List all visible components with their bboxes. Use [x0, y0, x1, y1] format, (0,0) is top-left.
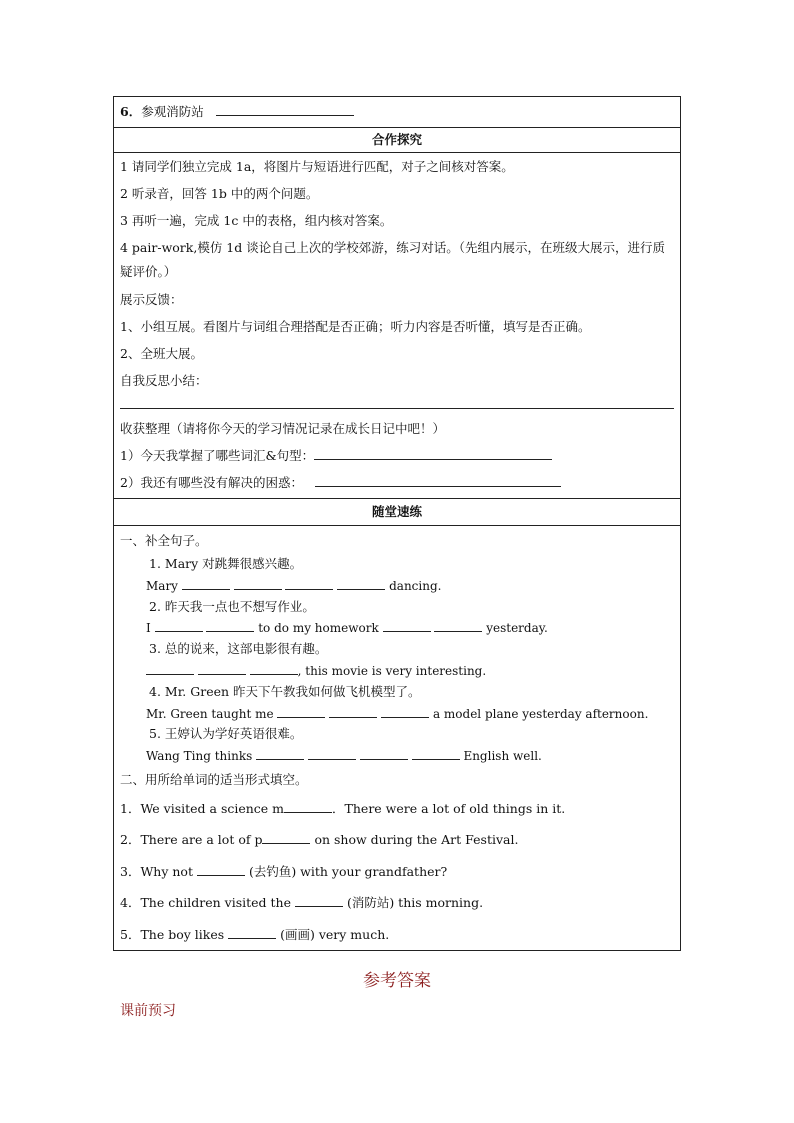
harvest-heading: 收获整理（请将你今天的学习情况记录在成长日记中吧！） [120, 421, 446, 436]
s1-en [120, 575, 674, 597]
q5-post: (画画) very much. [276, 926, 390, 942]
q4 [120, 887, 674, 919]
coop-line-4: 4 pair-work,模仿 1d 谈论自己上次的学校郊游，练习对话。（先组内展示，在班级大展示，进行质疑评价。） [120, 240, 665, 279]
s3-blank-3[interactable] [250, 660, 298, 675]
s4-blank-3[interactable] [381, 703, 429, 718]
s4-cn: 4. Mr. Green 昨天下午教我如何做飞机模型了。 [149, 683, 421, 699]
harvest-q2-label: 2）我还有哪些没有解决的困惑： [120, 475, 303, 490]
reflection-line[interactable] [120, 398, 674, 409]
s2-blank-4[interactable] [434, 617, 482, 632]
s4-pre: Mr. Green taught me [146, 706, 274, 721]
coop-heading: 合作探究 [114, 128, 681, 153]
s5-blank-1[interactable] [256, 745, 304, 760]
s4-blank-1[interactable] [277, 703, 325, 718]
coop-line-3: 3 再听一遍，完成 1c 中的表格，组内核对答案。 [120, 213, 393, 228]
s4-post: a model plane yesterday afternoon. [432, 706, 649, 721]
s2-cn: 2. 昨天我一点也不想写作业。 [149, 598, 315, 614]
q5-blank[interactable] [228, 924, 276, 939]
coop-line-7: 2、全班大展。 [120, 346, 203, 361]
s5-cn: 5. 王婷认为学好英语很难。 [149, 726, 303, 742]
s1-cn: 1. Mary 对跳舞很感兴趣。 [149, 556, 303, 571]
q4-pre: 4．The children visited the [120, 895, 295, 911]
s4-en [120, 703, 674, 725]
s5-pre: Wang Ting thinks [146, 749, 253, 764]
preview-heading: 课前预习 [120, 1003, 176, 1019]
q5 [120, 919, 674, 951]
q1-pre: 1．We visited a science m [120, 800, 285, 816]
q2-post: on show during the Art Festival. [310, 832, 519, 848]
q3 [120, 856, 674, 888]
q1-blank[interactable] [284, 798, 332, 813]
task6-number: 6． [120, 104, 142, 119]
q1-post: ．There were a lot of old things in it. [332, 800, 566, 816]
worksheet-table [113, 96, 681, 951]
s4-blank-2[interactable] [329, 703, 377, 718]
answer-key-title: 参考答案 [363, 971, 431, 991]
coop-line-5: 展示反馈： [120, 292, 183, 307]
coop-line-1: 1 请同学们独立完成 1a，将图片与短语进行匹配，对子之间核对答案。 [120, 159, 514, 174]
drill-part1: 一、补全句子。 [120, 533, 208, 548]
s5-blank-3[interactable] [360, 745, 408, 760]
q1 [120, 793, 674, 825]
s2-blank-3[interactable] [383, 617, 431, 632]
drill-heading: 随堂速练 [114, 499, 681, 526]
s2-pre: I [146, 621, 151, 636]
drill-body [114, 526, 681, 951]
s3-post: , this movie is very interesting. [297, 663, 487, 678]
worksheet [113, 96, 679, 951]
s3-blank-1[interactable] [146, 660, 194, 675]
s2-post: yesterday. [486, 621, 548, 636]
harvest-q1-label: 1）今天我掌握了哪些词汇&句型： [120, 448, 315, 463]
q4-post: (消防站) this morning. [342, 895, 484, 911]
s5-en [120, 745, 674, 767]
s1-blank-2[interactable] [234, 575, 282, 590]
coop-body [114, 153, 681, 499]
s3-cn: 3. 总的说来，这部电影很有趣。 [149, 641, 328, 657]
s2-en [120, 617, 674, 639]
task6-label: 参观消防站 [141, 104, 204, 119]
s2-blank-2[interactable] [206, 617, 254, 632]
harvest-q2-blank[interactable] [315, 472, 561, 487]
q3-blank[interactable] [197, 861, 245, 876]
coop-line-2: 2 听录音，回答 1b 中的两个问题。 [120, 186, 319, 201]
s1-pre: Mary [146, 578, 178, 593]
s5-blank-2[interactable] [308, 745, 356, 760]
coop-line-6: 1、小组互展。看图片与词组合理搭配是否正确；听力内容是否听懂，填写是否正确。 [120, 319, 591, 334]
s2-blank-1[interactable] [155, 617, 203, 632]
s3-blank-2[interactable] [198, 660, 246, 675]
task6-blank[interactable] [216, 101, 354, 116]
q3-post: (去钓鱼) with your grandfather? [244, 863, 448, 879]
s3-en [120, 660, 674, 682]
q2 [120, 824, 674, 856]
s5-post: English well. [463, 749, 542, 764]
harvest-q1 [120, 442, 674, 469]
s5-blank-4[interactable] [412, 745, 460, 760]
s2-mid: to do my homework [258, 621, 379, 636]
coop-line-8: 自我反思小结： [120, 373, 208, 388]
q2-blank[interactable] [262, 829, 310, 844]
task6-row [114, 97, 681, 128]
q2-pre: 2．There are a lot of p [120, 832, 263, 848]
s1-post: dancing. [389, 578, 442, 593]
s1-blank-4[interactable] [337, 575, 385, 590]
s1-blank-3[interactable] [285, 575, 333, 590]
harvest-q2 [120, 469, 674, 496]
drill-part2: 二、用所给单词的适当形式填空。 [120, 771, 308, 787]
q4-blank[interactable] [295, 892, 343, 907]
harvest-q1-blank[interactable] [314, 445, 552, 460]
s1-blank-1[interactable] [182, 575, 230, 590]
q3-pre: 3．Why not [120, 863, 197, 879]
q5-pre: 5．The boy likes [120, 926, 229, 942]
